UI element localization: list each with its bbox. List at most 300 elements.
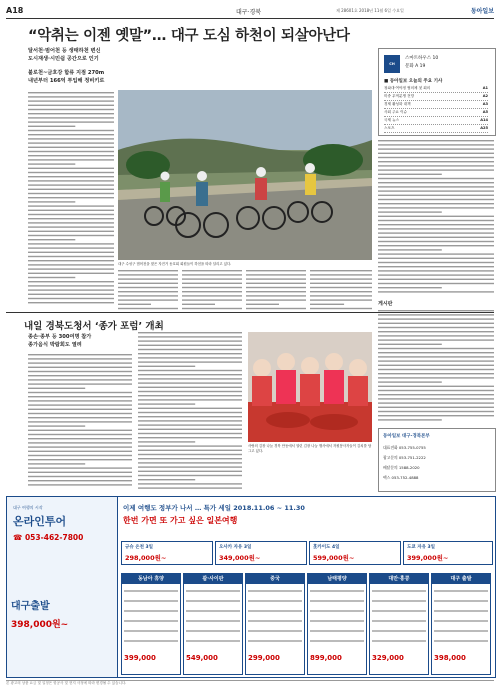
text-line [378,407,494,408]
ad-text-line [434,600,488,602]
text-line [378,331,494,332]
text-line [138,429,242,430]
text-line [378,352,494,353]
ad-text-line [186,590,240,592]
text-line [138,416,242,417]
toc-row: 사회 주요 이슈 A5 [384,110,488,117]
text-line [138,475,242,476]
text-line [28,396,132,397]
contact-row: 배달문의 1588-2020 [383,465,420,470]
ad-text-line [372,600,426,602]
text-line [138,424,242,425]
text-line [138,374,242,375]
text-line [378,237,494,238]
text-line [378,314,494,315]
text-line [182,274,242,275]
text-line [118,295,178,296]
ad-text-line [124,590,178,592]
ad-text-line [248,630,302,632]
ad-footer-note: 본 광고의 상품 요금 및 일정은 항공사 및 현지 사정에 따라 변경될 수 있습니다. [6,680,494,687]
text-line [28,184,114,185]
text-line [28,239,75,240]
ad-text-line [248,610,302,612]
text-line [138,353,242,354]
text-line [28,392,132,393]
contents-box [378,48,496,136]
ad-text-line [248,640,302,642]
article2-body-col2 [138,332,242,490]
text-line [28,163,75,164]
text-line [378,348,494,349]
text-line [138,370,242,371]
text-line [378,182,494,183]
ad-text-line [372,640,426,642]
ad-text-line [372,610,426,612]
ad-text-line [186,600,240,602]
toc-heading: ■ 동아일보 오늘의 주요 기사 [384,79,443,84]
text-line [28,273,114,274]
text-line [378,174,442,175]
ad-banner-text: 이제 여행도 정부가 나서 … 특가 세일 2018.11.06 ~ 11.30 [123,504,305,512]
ad-text-line [434,630,488,632]
article1-body-col3 [182,270,242,310]
text-line [138,479,195,480]
page-header [6,4,494,19]
text-line [28,260,114,261]
text-line [378,270,494,271]
text-line [28,362,132,363]
text-line [138,349,242,350]
text-line [378,232,494,233]
text-line [378,283,494,284]
text-line [28,442,132,443]
ad-text-line [310,630,364,632]
channel-logo-icon: CH [384,55,400,73]
text-line [28,121,114,122]
kimchi-photo [248,332,372,442]
text-line [28,172,114,173]
text-line [182,291,242,292]
text-line [310,304,344,305]
text-line [310,274,372,275]
ad-product-box: 규슈 온천 3일 298,000원~ [121,541,213,565]
ad-text-line [434,590,488,592]
text-line [28,400,132,401]
main-headline: “악취는 이젠 옛말”… 대구 도심 하천이 되살아난다 [28,28,350,44]
text-line [118,308,178,309]
text-line [28,281,114,282]
text-line [138,454,242,455]
text-line [378,190,494,191]
ad-text-line [372,630,426,632]
text-line [138,412,242,413]
ad-text-line [372,590,426,592]
text-line [28,476,132,477]
text-line [28,379,132,380]
ad-region-column: 동남아 휴양 399,000 [121,573,181,675]
text-line [378,148,494,149]
text-line [28,134,114,135]
text-line [378,211,442,212]
ad-left-title: 대구출발 [11,601,50,612]
text-line [378,381,442,382]
text-line [310,291,372,292]
text-line [28,96,114,97]
text-line [28,197,114,198]
ad-region-column: 대만·홍콩 329,000 [369,573,429,675]
toc-highlight-1: 스마트하우스 10 [405,56,439,61]
text-line [138,437,242,438]
text-line [182,270,242,271]
text-line [28,126,75,127]
text-line [138,378,242,379]
text-line [138,462,242,463]
text-line [28,189,114,190]
text-line [378,377,494,378]
text-line [28,277,75,278]
text-line [378,203,494,204]
text-line [138,340,242,341]
text-line [246,287,306,288]
newspaper-logo: 동아일보 [470,8,494,15]
toc-row: 스포츠 A25 [384,126,488,133]
text-line [378,161,494,162]
text-line [246,304,279,305]
text-line [28,446,132,447]
article1-body-col1 [28,92,114,307]
article2-subhead-2: 종가음식 박람회도 열려 [28,342,82,348]
text-line [28,298,114,299]
text-line [378,356,494,357]
text-line [28,117,114,118]
toc-highlight-2: 문화 A 19 [405,64,426,69]
text-line [138,458,242,459]
text-line [378,344,442,345]
text-line [28,480,132,481]
text-line [378,262,494,263]
subhead-1: 달서천·범어천 등 생태하천 변신 [28,48,101,54]
text-line [246,295,306,296]
text-line [28,113,114,114]
text-line [28,159,114,160]
text-line [28,193,114,194]
text-line [378,186,494,187]
text-line [28,176,114,177]
text-line [310,299,372,300]
text-line [378,415,494,416]
text-line [378,373,494,374]
text-line [28,404,132,405]
text-line [28,285,114,286]
ad-product-box: 오사카 자유 3일 349,000원~ [215,541,307,565]
text-line [378,199,494,200]
toc-row: 청와대·여야정 협의체 첫 회의 A1 [384,86,488,93]
text-line [182,283,242,284]
ad-text-line [434,620,488,622]
ad-region-column: 괌·사이판 549,000 [183,573,243,675]
text-line [138,483,242,484]
text-line [378,195,494,196]
text-line [28,92,114,93]
text-line [28,425,85,426]
ad-text-line [310,620,364,622]
photo1-caption: 대구 수성구 범어천을 찾은 자전거 동호회 회원들이 하천을 따라 달리고 있다. [118,262,232,266]
ad-text-line [248,620,302,622]
text-line [138,441,195,442]
toc-row: 미중 무역분쟁 전망 A2 [384,94,488,101]
text-line [378,411,494,412]
text-line [138,471,242,472]
text-line [138,433,242,434]
text-line [138,387,242,388]
ad-text-line [186,630,240,632]
text-line [28,130,114,131]
ad-text-line [310,600,364,602]
text-line [182,287,242,288]
text-line [138,450,242,451]
text-line [28,205,114,206]
text-line [118,291,178,292]
text-line [28,455,132,456]
text-line [138,408,242,409]
issue-info: 제 28601호 2018년 11월 6일 수요일 [336,8,404,13]
text-line [378,360,494,361]
text-line [310,295,372,296]
text-line [378,390,494,391]
text-line [310,278,372,279]
text-line [28,463,85,464]
text-line [378,419,442,420]
right-column-text [378,140,494,295]
cyclists-photo [118,90,372,260]
ad-banner [119,499,491,525]
text-line [28,472,132,473]
text-line [138,366,195,367]
ad-left-price: 398,000원~ [11,620,69,630]
text-line [138,445,242,446]
text-line [28,247,114,248]
text-line [28,434,132,435]
text-line [378,369,494,370]
text-line [378,339,494,340]
ad-text-line [124,600,178,602]
text-line [28,421,132,422]
text-line [28,147,114,148]
text-line [378,279,494,280]
text-line [310,308,372,309]
contact-row: 팩스 053-752-4888 [383,475,419,480]
ad-text-line [124,610,178,612]
text-line [28,222,114,223]
ad-text-line [124,620,178,622]
ad-text-line [248,590,302,592]
text-line [28,383,132,384]
contact-row: 대표전화 053-755-0755 [383,445,426,450]
contact-box [378,428,496,492]
text-line [28,430,132,431]
text-line [118,278,178,279]
text-line [378,318,494,319]
toc-row: 경제 활성화 대책 A3 [384,102,488,109]
text-line [378,220,494,221]
article2-headline: 내일 경북도청서 ‘종가 포럼’ 개최 [24,321,164,332]
article2-body-col1 [28,354,132,490]
text-line [378,241,494,242]
text-line [246,274,306,275]
text-line [246,278,306,279]
text-line [378,327,494,328]
text-line [138,403,195,404]
bulletin-title: 게시판 [378,301,393,307]
text-line [28,438,132,439]
article1-body-col5 [310,270,372,310]
text-line [28,180,114,181]
text-line [28,218,114,219]
text-line [378,178,494,179]
text-line [138,395,242,396]
contact-row: 광고문의 053-751-2222 [383,455,426,460]
ad-brand-name: 온라인투어 [13,515,67,528]
text-line [28,168,114,169]
text-line [28,417,132,418]
text-line [378,207,494,208]
text-line [28,413,132,414]
text-line [138,345,242,346]
text-line [28,302,114,303]
ad-text-line [186,610,240,612]
text-line [28,235,114,236]
ad-region-column: 중국 299,000 [245,573,305,675]
text-line [28,105,114,106]
text-line [182,308,242,309]
text-line [310,283,372,284]
ad-text-line [310,610,364,612]
text-line [28,226,114,227]
text-line [28,231,114,232]
contact-title: 동아일보 대구·경북본부 [383,434,430,439]
text-line [28,109,114,110]
text-line [378,335,494,336]
article1-body-col2 [118,270,178,310]
subhead-3: 불로천~금호강 합류 지점 270m [28,70,105,76]
text-line [28,243,114,244]
text-line [378,153,494,154]
text-line [28,484,132,485]
text-line [28,354,132,355]
text-line [378,274,494,275]
text-line [138,336,242,337]
text-line [28,252,114,253]
text-line [182,304,215,305]
text-line [28,388,85,389]
text-line [28,358,132,359]
text-line [182,299,242,300]
text-line [118,287,178,288]
ad-text-line [186,640,240,642]
text-line [138,487,242,488]
text-line [378,365,494,366]
text-line [28,210,114,211]
text-line [378,249,442,250]
ad-text-line [124,640,178,642]
text-line [378,228,494,229]
text-line [28,409,132,410]
ad-text-line [434,640,488,642]
text-line [182,295,242,296]
text-line [378,402,494,403]
text-line [28,367,132,368]
text-line [246,270,306,271]
text-line [310,270,372,271]
text-line [28,375,132,376]
ad-text-line [186,620,240,622]
section-title: 대구·경북 [236,9,262,16]
text-line [138,332,242,333]
text-line [378,386,494,387]
text-line [28,289,114,290]
text-line [138,357,242,358]
text-line [28,268,114,269]
text-line [28,142,114,143]
text-line [246,283,306,284]
toc-row: 국제 뉴스 A14 [384,118,488,125]
travel-advertisement [6,496,496,678]
text-line [378,169,494,170]
text-line [118,299,178,300]
text-line [28,467,132,468]
page-number: A18 [6,6,24,15]
text-line [28,155,114,156]
text-line [138,466,242,467]
text-line [378,224,494,225]
article2-subhead-1: 종손·종부 등 300여명 참가 [28,334,92,340]
text-line [246,291,306,292]
text-line [246,308,306,309]
text-line [378,287,442,288]
text-line [378,394,494,395]
ad-banner-slogan: 한번 가면 또 가고 싶은 일본여행 [123,516,238,525]
text-line [378,291,494,292]
text-line [28,100,114,101]
text-line [378,216,494,217]
subhead-4: 내년부터 166억 투입해 정비키로 [28,78,105,84]
bulletin-text [378,310,494,422]
ad-text-line [310,640,364,642]
ad-text-line [434,610,488,612]
text-line [28,294,114,295]
ad-text-line [248,600,302,602]
text-line [378,157,494,158]
photo2-caption: 사랑의 김장 나눔 경북 안동에서 열린 김장 나눔 행사에서 자원봉사자들이 김치를 담그고 있다. [248,444,372,453]
ad-phone: ☎ 053-462-7800 [13,533,84,542]
ad-brand-tagline: 대구 여행의 시작 [13,505,43,510]
text-line [182,278,242,279]
text-line [118,304,151,305]
text-line [28,214,114,215]
text-line [378,323,494,324]
text-line [28,151,114,152]
ad-product-box: 도쿄 자유 3일 399,000원~ [403,541,493,565]
text-line [28,138,114,139]
text-line [378,310,494,311]
text-line [28,451,132,452]
text-line [378,398,494,399]
text-line [118,283,178,284]
text-line [138,382,242,383]
ad-region-column: 대구 출발 398,000 [431,573,491,675]
ad-text-line [310,590,364,592]
text-line [310,287,372,288]
